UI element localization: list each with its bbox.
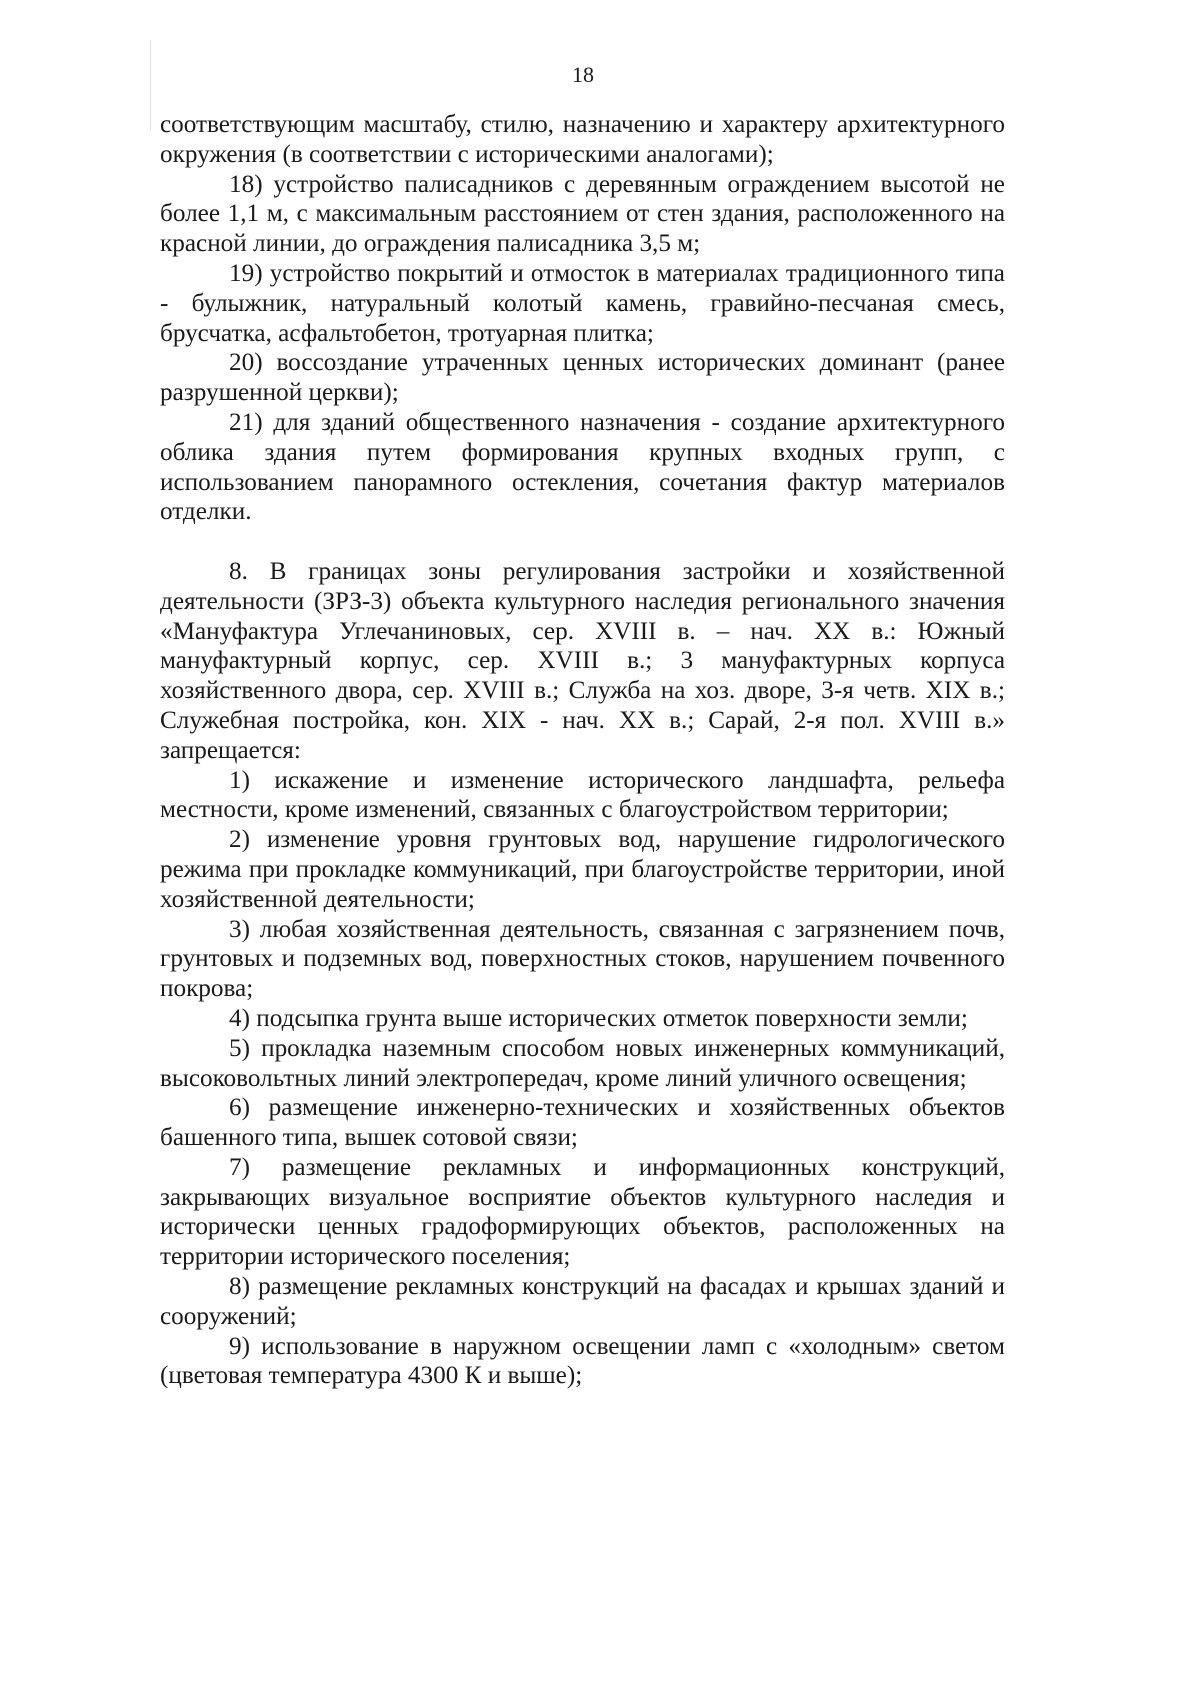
section-8-item-9: 9) использование в наружном освещении ламп с «холодным» светом (цветовая температура 4300 К и выше); (160, 1332, 1005, 1390)
section-8-item-5: 5) прокладка наземным способом новых инженерных коммуникаций, высоковольтных линий электропередач, кроме линий уличного освещения; (160, 1034, 1005, 1092)
list-item-20: 20) воссоздание утраченных ценных исторических доминант (ранее разрушенной церкви); (160, 349, 1005, 407)
section-8-item-6: 6) размещение инженерно-технических и хозяйственных объектов башенного типа, вышек сотовой связи; (160, 1094, 1005, 1152)
paragraph-continuation: соответствующим масштабу, стилю, назначению и характеру архитектурного окружения (в соответствии с историческими аналогами); (160, 111, 1005, 168)
list-item-19: 19) устройство покрытий и отмосток в материалах традиционного типа - булыжник, натуральный колотый камень, гравийно-песчаная смесь, брусчатка, асфальтобетон, тротуарная плитка; (160, 259, 1005, 347)
section-8-item-1: 1) искажение и изменение исторического ландшафта, рельефа местности, кроме изменений, связанных с благоустройством территории; (160, 766, 1005, 824)
page-number: 18 (572, 62, 594, 87)
section-8-item-4: 4) подсыпка грунта выше исторических отметок поверхности земли; (229, 1004, 968, 1032)
section-8-item-2: 2) изменение уровня грунтовых вод, нарушение гидрологического режима при прокладке коммуникаций, при благоустройстве территории, иной хозяйственной деятельности; (160, 826, 1005, 913)
section-8-item-7: 7) размещение рекламных и информационных конструкций, закрывающих визуальное восприятие объектов культурного наследия и исторически ценных градоформирующих объектов, расположенных на территории исторического поселения; (160, 1153, 1005, 1271)
document-body (160, 110, 1005, 1391)
section-8-heading: 8. В границах зоны регулирования застройки и хозяйственной деятельности (ЗРЗ-3) объекта культурного наследия регионального значения «Мануфактура Углечаниновых, сер. XVIII в. – нач. XX в.: Южный мануфактурный корпус, сер. XVIII в.; 3 мануфактурных корпуса хозяйственного двора, сер. XVIII в.; Служба на хоз. дворе, 3-я четв. XIX в.; Служебная постройка, кон. XIX - нач. XX в.; Сарай, 2-я пол. XVIII в.» запрещается: (160, 557, 1005, 764)
section-8-item-3: 3) любая хозяйственная деятельность, связанная с загрязнением почв, грунтовых и подземных вод, поверхностных стоков, нарушением почвенного покрова; (160, 915, 1005, 1003)
list-item-21: 21) для зданий общественного назначения - создание архитектурного облика здания путем формирования крупных входных групп, с использованием панорамного остекления, сочетания фактур материалов отделки. (160, 408, 1005, 526)
list-item-18: 18) устройство палисадников с деревянным ограждением высотой не более 1,1 м, с максимальным расстоянием от стен здания, расположенного на красной линии, до ограждения палисадника 3,5 м; (160, 170, 1005, 258)
section-8-item-8: 8) размещение рекламных конструкций на фасадах и крышах зданий и сооружений; (160, 1273, 1005, 1330)
